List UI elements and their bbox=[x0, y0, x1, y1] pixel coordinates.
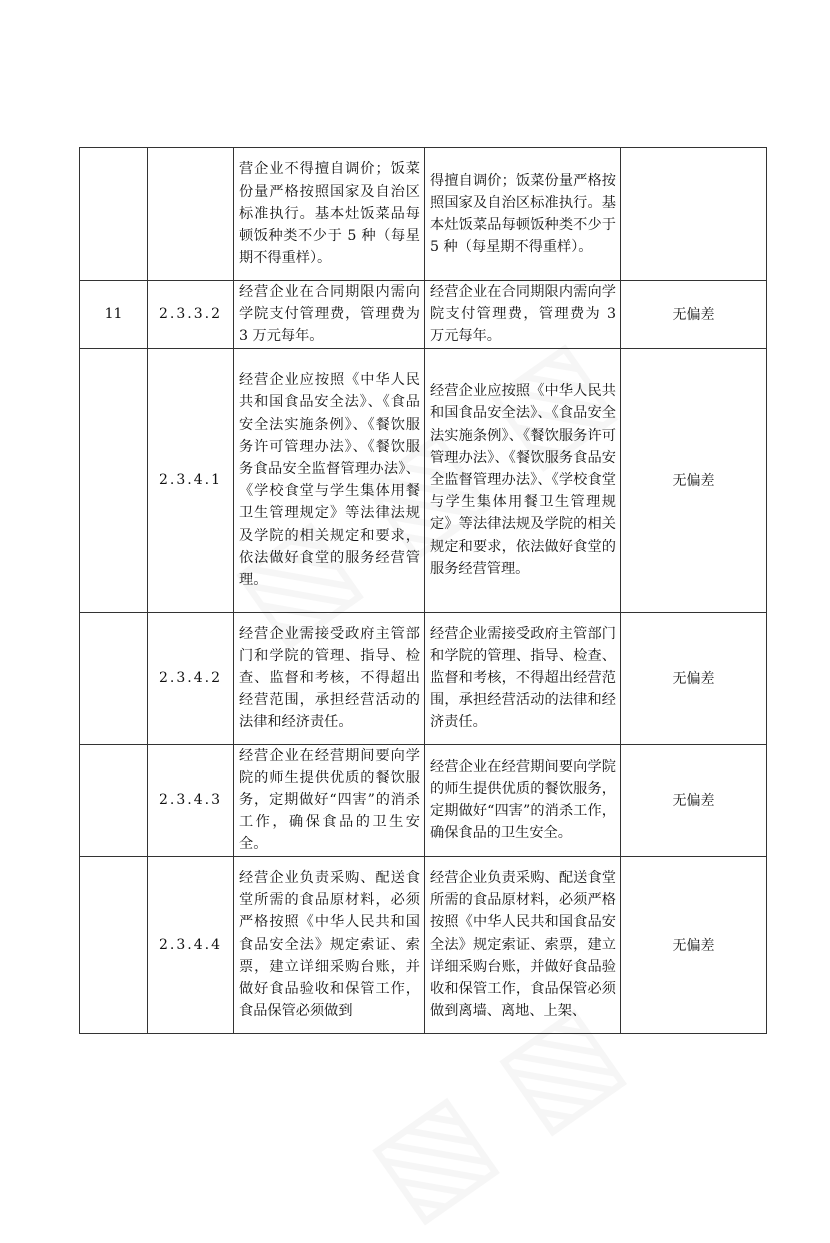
table-row bbox=[80, 148, 767, 281]
requirement-cell bbox=[234, 856, 425, 1033]
table-row bbox=[80, 744, 767, 856]
deviation-cell: 无偏差 bbox=[621, 856, 767, 1033]
table-row bbox=[80, 348, 767, 612]
table-row bbox=[80, 281, 767, 349]
requirement-text: 经营企业需接受政府主管部门和学院的管理、指导、检查、监督和考核，不得超出经营范围，承担经营活动的法律和经济责任。 bbox=[239, 625, 420, 731]
requirement-text: 经营企业在经营期间要向学院的师生提供优质的餐饮服务，定期做好“四害”的消杀工作，确保食品的卫生安全。 bbox=[239, 747, 420, 853]
item-number: 11 bbox=[80, 281, 148, 349]
requirement-cell bbox=[234, 148, 425, 281]
clause-code: 2.3.4.2 bbox=[148, 612, 234, 744]
deviation-cell: 无偏差 bbox=[621, 744, 767, 856]
table-row bbox=[80, 856, 767, 1033]
table-row bbox=[80, 612, 767, 744]
response-cell bbox=[425, 744, 621, 856]
response-text: 经营企业应按照《中华人民共和国食品安全法》、《食品安全法实施条例》、《餐饮服务许可管理办法》、《餐饮服务食品安全监督管理办法》、《学校食堂与学生集体用餐卫生管理规定》等法律法规及学院的相关规定和要求，依法做好食堂的服务经营管理。 bbox=[430, 383, 616, 577]
item-number bbox=[80, 856, 148, 1033]
item-number bbox=[80, 612, 148, 744]
requirement-cell bbox=[234, 612, 425, 744]
deviation-cell: 无偏差 bbox=[621, 612, 767, 744]
clause-code: 2.3.3.2 bbox=[148, 281, 234, 349]
requirement-text: 营企业不得擅自调价；饭菜份量严格按照国家及自治区标准执行。基本灶饭菜品每顿饭种类不少于 5 种（每星期不得重样）。 bbox=[239, 161, 420, 267]
response-text: 经营企业需接受政府主管部门和学院的管理、指导、检查、监督和考核，不得超出经营范围，承担经营活动的法律和经济责任。 bbox=[430, 625, 616, 731]
response-cell bbox=[425, 348, 621, 612]
response-cell bbox=[425, 856, 621, 1033]
response-text: 经营企业在经营期间要向学院的师生提供优质的餐饮服务，定期做好“四害”的消杀工作，确保食品的卫生安全。 bbox=[430, 758, 616, 842]
clause-code: 2.3.4.1 bbox=[148, 348, 234, 612]
response-cell bbox=[425, 281, 621, 349]
deviation-cell: 无偏差 bbox=[621, 348, 767, 612]
item-number bbox=[80, 148, 148, 281]
response-text: 得擅自调价；饭菜份量严格按照国家及自治区标准执行。基本灶饭菜品每顿饭种类不少于 5 种（每星期不得重样）。 bbox=[430, 172, 616, 256]
requirement-text: 经营企业负责采购、配送食堂所需的食品原材料，必须严格按照《中华人民共和国食品安全法》规定索证、索票，建立详细采购台账，并做好食品验收和保管工作，食品保管必须做到 bbox=[239, 869, 420, 1020]
requirement-text: 经营企业在合同期限内需向学院支付管理费，管理费为 3 万元每年。 bbox=[239, 284, 420, 345]
requirement-cell bbox=[234, 281, 425, 349]
response-cell bbox=[425, 612, 621, 744]
clause-code bbox=[148, 148, 234, 281]
requirement-cell bbox=[234, 744, 425, 856]
requirement-cell bbox=[234, 348, 425, 612]
response-cell bbox=[425, 148, 621, 281]
requirement-text: 经营企业应按照《中华人民共和国食品安全法》、《食品安全法实施条例》、《餐饮服务许可管理办法》、《餐饮服务食品安全监督管理办法》、《学校食堂与学生集体用餐卫生管理规定》等法律法规及学院的相关规定和要求，依法做好食堂的服务经营管理。 bbox=[239, 372, 420, 588]
item-number bbox=[80, 348, 148, 612]
response-text: 经营企业负责采购、配送食堂所需的食品原材料，必须严格按照《中华人民共和国食品安全法》规定索证、索票，建立详细采购台账，并做好食品验收和保管工作，食品保管必须做到离墙、离地、上架、 bbox=[430, 869, 616, 1020]
response-text: 经营企业在合同期限内需向学院支付管理费，管理费为 3 万元每年。 bbox=[430, 284, 616, 345]
clause-code: 2.3.4.3 bbox=[148, 744, 234, 856]
deviation-cell bbox=[621, 148, 767, 281]
item-number bbox=[80, 744, 148, 856]
clause-code: 2.3.4.4 bbox=[148, 856, 234, 1033]
compliance-table bbox=[79, 147, 767, 1034]
deviation-cell: 无偏差 bbox=[621, 281, 767, 349]
